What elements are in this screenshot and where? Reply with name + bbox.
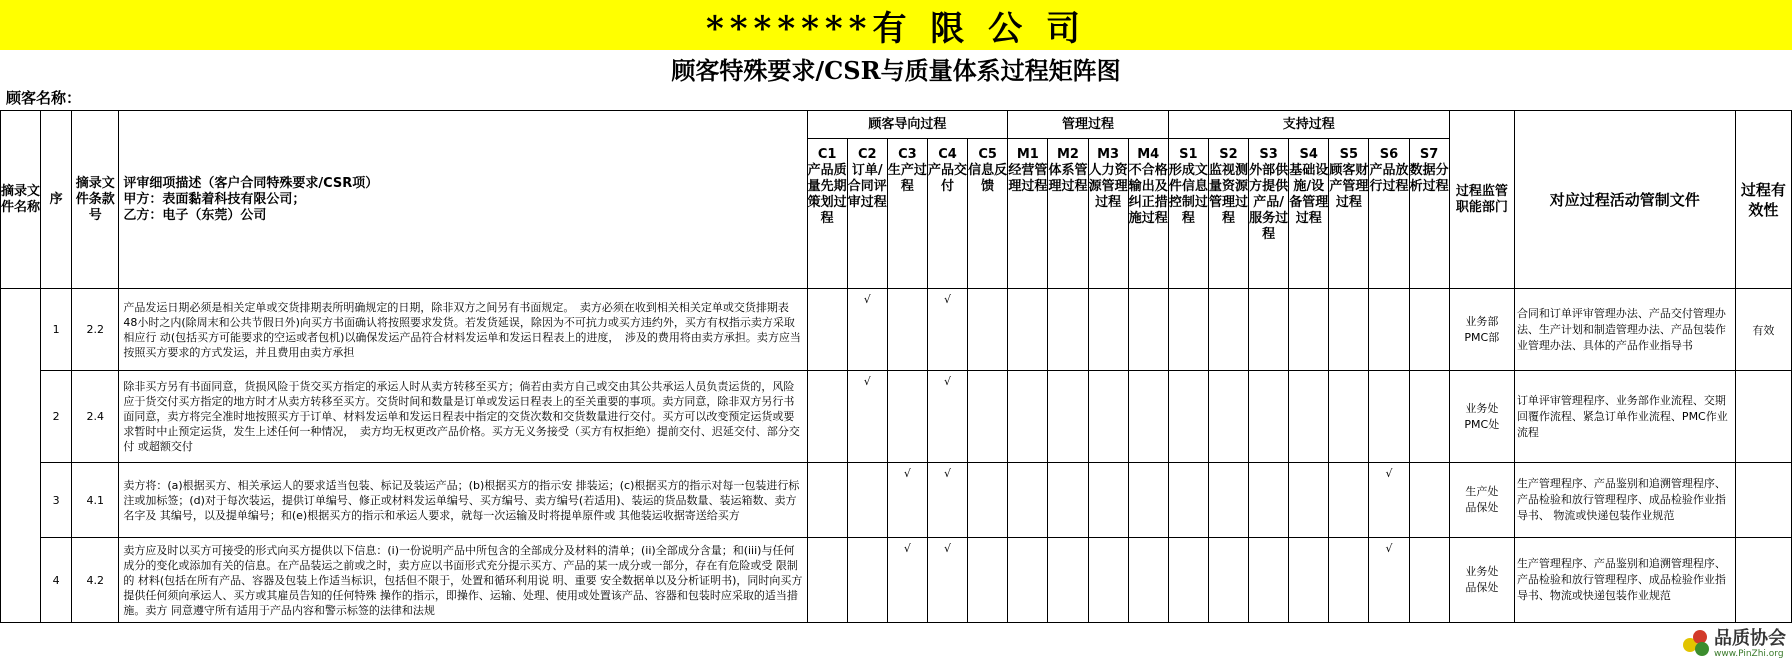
process-name: 外部供方提供产品/服务过程 — [1249, 163, 1289, 242]
docs-cell: 订单评审管理程序、业务部作业流程、交期回覆作流程、紧急订单作业流程、PMC作业流程 — [1514, 371, 1735, 463]
docs-cell: 合同和订单评审管理办法、产品交付管理办法、生产计划和制造管理办法、产品包装作业管理办法、具体的产品作业指导书 — [1514, 289, 1735, 371]
effectiveness-cell — [1735, 463, 1791, 538]
process-name: 产品质量先期策划过程 — [807, 163, 847, 226]
check-cell-m3 — [1088, 289, 1128, 371]
seq-cell: 4 — [41, 538, 72, 623]
company-banner — [0, 0, 1792, 50]
check-cell-c1 — [807, 538, 847, 623]
check-cell-s3 — [1249, 538, 1289, 623]
check-cell-c3 — [887, 371, 927, 463]
process-name: 数据分析过程 — [1409, 163, 1449, 194]
effectiveness-header: 过程有效性 — [1735, 111, 1791, 289]
docs-cell: 生产管理程序、产品鉴别和追溯管理程序、产品检验和放行管理程序、成品检验作业指导书、物流或快递包装作业规范 — [1514, 538, 1735, 623]
seq-cell: 1 — [41, 289, 72, 371]
description-header — [119, 111, 807, 289]
check-cell-s4 — [1289, 538, 1329, 623]
check-cell-c4: √ — [927, 538, 967, 623]
effectiveness-cell — [1735, 371, 1791, 463]
watermark — [1678, 625, 1786, 659]
process-name: 不合格输出及纠正措施过程 — [1128, 163, 1168, 226]
process-header-m4 — [1128, 139, 1168, 289]
dept-header: 过程监管职能部门 — [1449, 111, 1514, 289]
check-cell-m2 — [1048, 371, 1088, 463]
seq-cell: 3 — [41, 463, 72, 538]
check-cell-m1 — [1008, 538, 1048, 623]
process-code: M2 — [1056, 147, 1079, 162]
group-customer-oriented: 顾客导向过程 — [807, 111, 1008, 139]
matrix-body — [1, 289, 1792, 623]
check-cell-m2 — [1048, 463, 1088, 538]
party-b-line: 乙方：电子（东莞）公司 — [123, 207, 267, 223]
process-header-c2 — [847, 139, 887, 289]
check-cell-m3 — [1088, 371, 1128, 463]
dept-line: 业务处 — [1465, 565, 1499, 578]
process-header-m2 — [1048, 139, 1088, 289]
process-name: 产品放行过程 — [1369, 163, 1409, 194]
process-code: S2 — [1219, 147, 1238, 162]
process-name: 形成文件信息控制过程 — [1168, 163, 1208, 226]
check-cell-c5 — [968, 371, 1008, 463]
check-cell-c3: √ — [887, 463, 927, 538]
process-header-s2 — [1208, 139, 1248, 289]
effectiveness-cell — [1735, 538, 1791, 623]
process-name: 体系管理过程 — [1048, 163, 1088, 194]
process-code: S3 — [1259, 147, 1278, 162]
process-code: S4 — [1299, 147, 1318, 162]
check-cell-c1 — [807, 289, 847, 371]
party-a-line: 甲方：表面黏着科技有限公司； — [123, 191, 306, 207]
clause-cell: 4.2 — [72, 538, 119, 623]
docs-cell: 生产管理程序、产品鉴别和追溯管理程序、产品检验和放行管理程序、成品检验作业指导书、 物流或快递包装作业规范 — [1514, 463, 1735, 538]
process-header-s1 — [1168, 139, 1208, 289]
check-cell-m2 — [1048, 289, 1088, 371]
watermark-url: www.PinZhi.org — [1714, 649, 1784, 659]
process-header-m1 — [1008, 139, 1048, 289]
dept-cell — [1449, 463, 1514, 538]
check-cell-c5 — [968, 463, 1008, 538]
process-name: 基础设施/设备管理过程 — [1289, 163, 1329, 226]
table-row — [1, 538, 1792, 623]
table-row — [1, 289, 1792, 371]
check-cell-m3 — [1088, 538, 1128, 623]
check-cell-s2 — [1208, 538, 1248, 623]
check-cell-s4 — [1289, 463, 1329, 538]
dept-cell — [1449, 371, 1514, 463]
seq-header: 序 — [41, 111, 72, 289]
check-cell-s7 — [1409, 463, 1449, 538]
check-cell-c1 — [807, 463, 847, 538]
dept-line: 品保处 — [1465, 501, 1499, 514]
process-code: C2 — [858, 147, 877, 162]
file-name-cell — [1, 289, 41, 623]
process-code: M4 — [1137, 147, 1160, 162]
description-cell: 除非买方另有书面同意，货损风险于货交买方指定的承运人时从卖方转移至买方；倘若由卖方自己或交由其公共承运人员负责运货的，风险应于货交付买方指定的地方时才从卖方转移至买方。交货时间和数量是订单或发运日程表上的至关重要的事项。卖方同意，除非双方另行书 面同意，卖方将完全准时地按照买方于订单、材料发运单和发运日程表中指定的交货次数和交货数量进行交付。买方可以改变预定运货或要求暂时中止预定运货，发生上述任何一种情况， 卖方均无权更改产品价格。买方无义务接受（买方有权拒绝）提前交付、迟延交付、部分交付 或超额交付 — [119, 371, 807, 463]
clause-header: 摘录文件条款号 — [72, 111, 119, 289]
check-cell-m4 — [1128, 289, 1168, 371]
process-header-c3 — [887, 139, 927, 289]
description-cell: 卖方将：(a)根据买方、相关承运人的要求适当包装、标记及装运产品；(b)根据买方的指示安 排装运；(c)根据买方的指示对每一包装进行标注或加标签；(d)对于每次装运，提供订单编号、修正或材料发运单编号、买方编号、卖方编号(若适用)、装运的货品数量、装运箱数、卖方名字及 其编号，以及提单编号；和(e)根据买方的指示和承运人要求，就每一次运输及时将提单原件或 其他装运收据寄送给买方 — [119, 463, 807, 538]
check-cell-m1 — [1008, 463, 1048, 538]
table-row — [1, 371, 1792, 463]
check-cell-s4 — [1289, 289, 1329, 371]
check-cell-s1 — [1168, 289, 1208, 371]
table-row — [1, 463, 1792, 538]
check-cell-c4: √ — [927, 289, 967, 371]
dept-line: 业务部 — [1465, 314, 1499, 328]
check-cell-c2 — [847, 463, 887, 538]
check-cell-s1 — [1168, 371, 1208, 463]
process-name: 产品交付 — [928, 163, 968, 194]
check-cell-s5 — [1329, 371, 1369, 463]
process-name: 生产过程 — [887, 163, 927, 194]
check-cell-m1 — [1008, 289, 1048, 371]
watermark-logo-icon — [1678, 625, 1712, 659]
file-name-header: 摘录文件名称 — [1, 111, 41, 289]
check-cell-c2: √ — [847, 371, 887, 463]
process-header-s5 — [1329, 139, 1369, 289]
process-code: S1 — [1179, 147, 1198, 162]
dept-line: 业务处 — [1465, 401, 1499, 415]
check-cell-s6: √ — [1369, 463, 1409, 538]
dept-line: PMC部 — [1464, 330, 1500, 344]
check-cell-s5 — [1329, 463, 1369, 538]
check-cell-m4 — [1128, 538, 1168, 623]
process-code: M1 — [1016, 147, 1039, 162]
description-header-line: 评审细项描述（客户合同特殊要求/CSR项） — [123, 175, 379, 191]
process-code: C5 — [978, 147, 997, 162]
check-cell-s1 — [1168, 463, 1208, 538]
process-header-c5 — [968, 139, 1008, 289]
header-group-row — [1, 111, 1792, 139]
check-cell-s2 — [1208, 463, 1248, 538]
process-name: 经营管理过程 — [1008, 163, 1048, 194]
check-cell-c4: √ — [927, 371, 967, 463]
process-header-c1 — [807, 139, 847, 289]
process-name: 信息反馈 — [968, 163, 1008, 194]
description-cell: 卖方应及时以买方可接受的形式向买方提供以下信息：(i)一份说明产品中所包含的全部成分及材料的清单；(ii)全部成分含量；和(iii)与任何成分的变化或添加有关的信息。在产品装运之前或之时，卖方应以书面形式充分提示买方、产品的某一成分或一部分，存在有危险或受 限制的 材料(包括在所有产品、容器及包装上作适当标识，包括但不限于，处置和循环利用说 明、重要 安全数据单以及分析证明书)，同时向买方提供任何须向承运人、买方或其雇员告知的任何特殊 操作的指示，即操作、运输、处理、使用或处置该产品、容器和包装时应采取的适当措施。卖方 同意遵守所有适用于产品内容和警示标签的法律和法规 — [119, 538, 807, 623]
check-cell-c5 — [968, 538, 1008, 623]
check-cell-c3: √ — [887, 538, 927, 623]
check-cell-s2 — [1208, 371, 1248, 463]
check-cell-s5 — [1329, 538, 1369, 623]
process-matrix-table — [0, 110, 1792, 623]
check-cell-m1 — [1008, 371, 1048, 463]
process-code: C4 — [938, 147, 957, 162]
check-cell-c4: √ — [927, 463, 967, 538]
process-header-s4 — [1289, 139, 1329, 289]
dept-line: 品保处 — [1465, 581, 1499, 594]
process-name: 顾客财产管理过程 — [1329, 163, 1369, 210]
process-header-c4 — [927, 139, 967, 289]
page-title: 顾客特殊要求/CSR与质量体系过程矩阵图 — [671, 55, 1121, 85]
docs-header: 对应过程活动管制文件 — [1514, 111, 1735, 289]
process-name: 订单/合同评审过程 — [847, 163, 887, 210]
process-name: 人力资源管理过程 — [1088, 163, 1128, 210]
check-cell-s4 — [1289, 371, 1329, 463]
check-cell-c5 — [968, 289, 1008, 371]
effectiveness-cell: 有效 — [1735, 289, 1791, 371]
check-cell-s6 — [1369, 289, 1409, 371]
description-cell: 产品发运日期必须是相关定单或交货排期表所明确规定的日期，除非双方之间另有书面规定。 卖方必须在收到相关相关定单或交货排期表48小时之内(除周末和公共节假日外)向买方书面确认将按照要求发货。若发货延误，除因为不可抗力或买方违约外，买方有权指示卖方采取相应行 动(包括买方可能要求的空运或者包机)以确保发运产品符合材料发运单和发运日程表上的进度， 涉及的费用将由卖方承担。卖方应当按照买方要求的方式发运，并且费用由卖方承担 — [119, 289, 807, 371]
check-cell-s3 — [1249, 289, 1289, 371]
process-header-s7 — [1409, 139, 1449, 289]
check-cell-s6 — [1369, 371, 1409, 463]
process-header-s6 — [1369, 139, 1409, 289]
check-cell-s7 — [1409, 289, 1449, 371]
check-cell-m3 — [1088, 463, 1128, 538]
dept-cell — [1449, 538, 1514, 623]
check-cell-s3 — [1249, 463, 1289, 538]
check-cell-m4 — [1128, 371, 1168, 463]
process-code: C1 — [817, 147, 837, 162]
check-cell-s1 — [1168, 538, 1208, 623]
process-header-m3 — [1088, 139, 1128, 289]
customer-name-label: 顾客名称： — [6, 88, 82, 107]
check-cell-c3 — [887, 289, 927, 371]
check-cell-c1 — [807, 371, 847, 463]
clause-cell: 2.4 — [72, 371, 119, 463]
dept-line: PMC处 — [1464, 417, 1500, 431]
check-cell-s7 — [1409, 538, 1449, 623]
check-cell-c2: √ — [847, 289, 887, 371]
seq-cell: 2 — [41, 371, 72, 463]
check-cell-s2 — [1208, 289, 1248, 371]
process-header-s3 — [1249, 139, 1289, 289]
customer-name-row — [6, 86, 81, 108]
group-management: 管理过程 — [1008, 111, 1169, 139]
watermark-title: 品质协会 — [1714, 628, 1786, 649]
check-cell-m4 — [1128, 463, 1168, 538]
group-support: 支持过程 — [1168, 111, 1449, 139]
process-name: 监视测量资源管理过程 — [1208, 163, 1248, 226]
process-code: S6 — [1379, 147, 1399, 162]
check-cell-s6: √ — [1369, 538, 1409, 623]
process-code: S7 — [1419, 147, 1439, 162]
check-cell-s5 — [1329, 289, 1369, 371]
clause-cell: 4.1 — [72, 463, 119, 538]
dept-cell — [1449, 289, 1514, 371]
dept-line: 生产处 — [1465, 485, 1499, 498]
check-cell-c2 — [847, 538, 887, 623]
process-code: M3 — [1097, 147, 1120, 162]
clause-cell: 2.2 — [72, 289, 119, 371]
process-code: S5 — [1339, 147, 1359, 162]
check-cell-m2 — [1048, 538, 1088, 623]
process-code: C3 — [898, 147, 917, 162]
company-name: *******有 限 公 司 — [706, 8, 1086, 49]
check-cell-s3 — [1249, 371, 1289, 463]
check-cell-s7 — [1409, 371, 1449, 463]
